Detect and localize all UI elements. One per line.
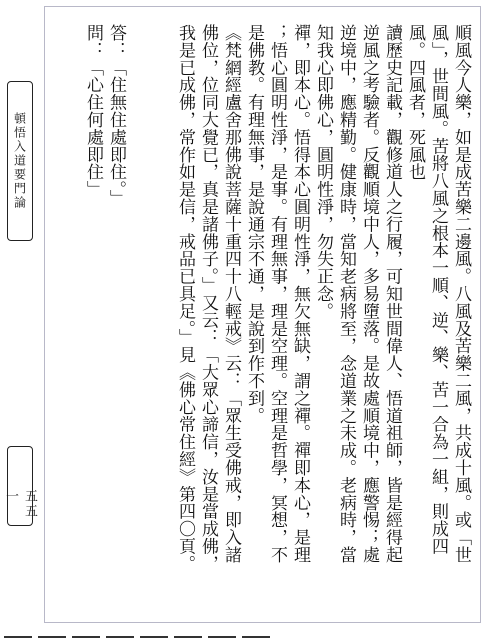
toolbar-segment[interactable] [174,636,202,638]
toolbar-segment[interactable] [140,636,168,638]
text-column: 問：「心住何處即住」 [83,24,103,198]
text-column: 讀歷史記載，觀修道人之行履，可知世間偉人、悟道祖師，皆是經得起 [382,24,402,564]
toolbar-segment[interactable] [72,636,100,638]
toolbar-segment[interactable] [208,636,236,638]
text-column: 答：「住無住處即住。」 [106,24,126,207]
page-number-tab[interactable] [3,446,37,526]
text-column: 禪，即本心。悟得本心圓明性淨，無欠無缺，謂之禪。禪即本心，是理 [290,24,310,564]
toolbar-segment[interactable] [38,636,66,638]
text-column: 知我心即佛心，圓明性淨，勿失正念。 [313,24,333,320]
page-number: 五五一 [3,489,37,519]
text-column: 我是已成佛，常作如是信，戒品已具足。」見《佛心常住經》第四〇頁。 [175,24,195,573]
book-title: 頓悟入道要門論 [12,112,27,210]
text-column: 順風今人樂，如是成苦樂二邊風。八風及苦樂二風，共成十風。或「世 [451,24,471,564]
toolbar-segment[interactable] [242,636,270,638]
book-title-tab[interactable] [7,81,33,241]
text-column: 佛位，位同大覺已，真是諸佛子。」又云：「大眾心諦信，汝是當成佛， [198,24,218,573]
toolbar-segment[interactable] [106,636,134,638]
text-column: 《梵網經盧舍那佛說菩薩十重四十八輕戒》云：「眾生受佛戒，即入諸 [221,24,241,564]
text-column [128,24,150,624]
text-column: ；悟心圓明性淨，是事。有理無事，理是空理。空理是哲學，冥想，不 [267,24,287,564]
text-column: 逆境中，應精勤。健康時，當知老病將至，念道業之未成。老病時，當 [336,24,356,564]
text-column [151,24,173,624]
bottom-toolbar [0,630,485,643]
toolbar-segment[interactable] [4,636,32,638]
text-column: 風。四風者，死風也 [405,24,425,181]
text-column: 是佛教。有理無事，是說通宗不通，是說到作不到。 [244,24,264,425]
text-column: 風」，世間風。苦將八風之根本一順、逆、樂、苦一合為一組，則成四 [428,24,448,555]
text-column: 逆風之考驗者。反觀順境中人，多易墮落。是故處順境中，應警惕；處 [359,24,379,564]
